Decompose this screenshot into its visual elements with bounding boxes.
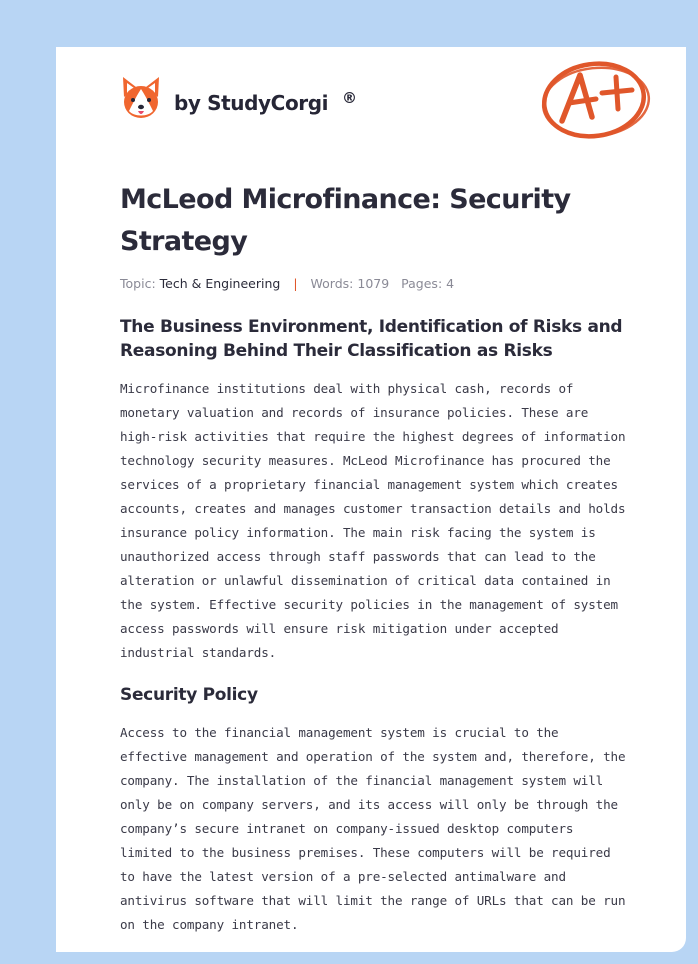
corgi-logo-icon[interactable] (120, 75, 162, 121)
section-paragraph: Microfinance institutions deal with physical cash, records of monetary valuation and records of insurance policies. These are high-risk activities that require the highest degrees of information technology security measures. McLeod Microfinance has procured the services of a proprietary financial management system which creates accounts, creates and manages customer transaction details and holds insurance policy information. The main risk facing the system is unauthorized access through staff passwords that can lead to the alteration or unlawful dissemination of critical data contained in the system. Effective security policies in the management of system access passwords will ensure risk mitigation under accepted industrial standards. (120, 381, 626, 660)
section-heading: Security Policy (120, 685, 258, 705)
words-value: 1079 (357, 276, 390, 291)
pages-value: 4 (446, 276, 455, 291)
section-paragraph: Access to the financial management system is crucial to the effective management and operation of the system and, therefore, the company. The installation of the financial management system will only be on company servers, and its access will only be through the company’s secure intranet on company-issued desktop computers limited to the business premises. These computers will be required to have the latest version of a pre-selected antimalware and antivirus software that will limit the range of URLs that can be run on the company intranet. (120, 725, 626, 932)
topic-label: Topic: (120, 276, 156, 291)
brand-name[interactable]: by StudyCorgi (174, 91, 329, 115)
header (56, 47, 686, 167)
registered-mark: ® (342, 89, 357, 107)
document-content (120, 179, 632, 937)
meta-separator: | (293, 276, 298, 291)
document-title: McLeod Microfinance: Security Strategy (120, 184, 571, 257)
words-label: Words: (310, 276, 354, 291)
topic-link[interactable]: Tech & Engineering (159, 276, 281, 291)
document-page (56, 47, 686, 952)
pages-label: Pages: (401, 276, 443, 291)
document-meta (120, 275, 632, 293)
section-heading: The Business Environment, Identification of Risks and Reasoning Behind Their Classification as Risks (120, 317, 623, 361)
a-plus-stamp-icon (536, 57, 656, 143)
